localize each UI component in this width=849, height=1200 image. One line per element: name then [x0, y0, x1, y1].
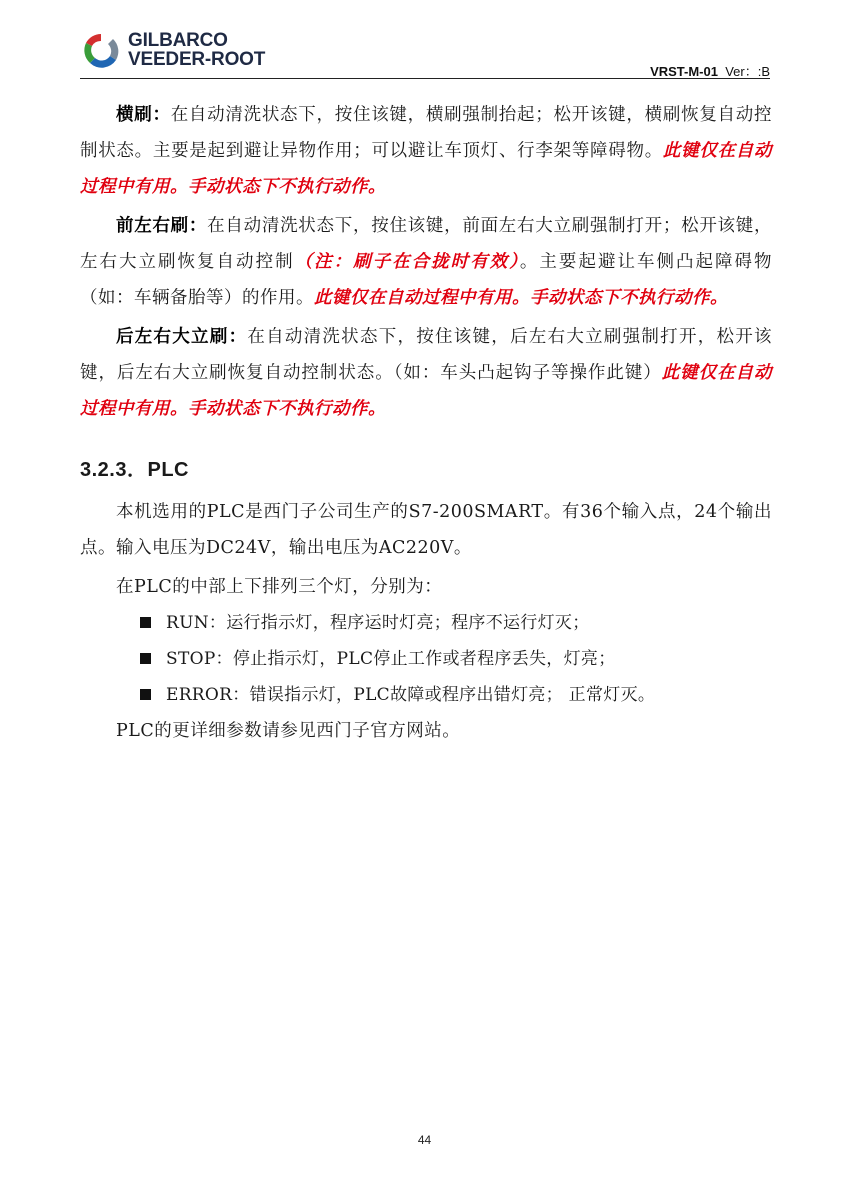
warning-rear-brush: 此键仅在自动过程中有用。手动状态下不执行动作。 [80, 363, 772, 419]
gilbarco-logo [80, 28, 280, 76]
logo-line1: GILBARCO [128, 30, 228, 51]
note-front-brush: （注：刷子在合拢时有效） [294, 252, 520, 272]
term-front-brush: 前左右刷： [116, 216, 208, 236]
page-number: 44 [417, 1133, 432, 1147]
warning-front-brush: 此键仅在自动过程中有用。手动状态下不执行动作。 [314, 288, 728, 308]
list-item [138, 641, 772, 677]
square-bullet-icon [140, 653, 151, 664]
page-body [80, 97, 772, 749]
paragraph-horizontal-brush [80, 97, 772, 205]
text-horizontal-brush: 在自动清洗状态下，按住该键，横刷强制抬起；松开该键，横刷恢复自动控制状态。主要是起到避让异物作用；可以避让车顶灯、行李架等障碍物。 [80, 105, 772, 161]
text-front-brush-1: 在自动清洗状态下，按住该键，前面左右大立刷强制打开；松开该键，左右大立刷恢复自动控制 [80, 216, 773, 272]
logo-line2: VEEDER-ROOT [128, 49, 266, 70]
doc-version: Ver：:B [725, 64, 770, 79]
text-rear-brush: 在自动清洗状态下，按住该键，后左右大立刷强制打开，松开该键，后左右大立刷恢复自动控制状态。（如：车头凸起钩子等操作此键） [80, 327, 773, 383]
paragraph-front-brush [80, 208, 772, 316]
bullet-text-stop: STOP：停止指示灯，PLC停止工作或者程序丢失，灯亮； [166, 649, 616, 669]
bullet-text-run: RUN：运行指示灯，程序运时灯亮；程序不运行灯灭； [166, 613, 590, 633]
warning-horizontal-brush: 此键仅在自动过程中有用。手动状态下不执行动作。 [80, 141, 773, 197]
logo-mark-icon [80, 30, 122, 72]
plc-outro: PLC的更详细参数请参见西门子官方网站。 [116, 721, 461, 741]
list-item [138, 605, 772, 641]
doc-number: VRST-M-01 [650, 64, 718, 79]
plc-lights-list [80, 605, 772, 713]
header-divider [80, 78, 770, 79]
paragraph-rear-brush [80, 319, 772, 427]
term-horizontal-brush: 横刷： [116, 105, 171, 125]
plc-intro: 本机选用的PLC是西门子公司生产的S7-200SMART。有36个输入点，24个输出点。输入电压为DC24V，输出电压为AC220V。 [80, 502, 772, 558]
square-bullet-icon [140, 617, 151, 628]
page-header [80, 28, 770, 80]
list-item [138, 677, 772, 713]
square-bullet-icon [140, 689, 151, 700]
term-rear-brush: 后左右大立刷： [116, 327, 248, 347]
text-front-brush-2: 。主要起避让车侧凸起障碍物（如：车辆备胎等）的作用。 [80, 252, 773, 308]
plc-lights-intro: 在PLC的中部上下排列三个灯，分别为： [116, 577, 443, 597]
section-title: 3.2.3．PLC [80, 459, 189, 481]
bullet-text-error: ERROR：错误指示灯，PLC故障或程序出错灯亮； 正常灯灭。 [166, 685, 656, 705]
